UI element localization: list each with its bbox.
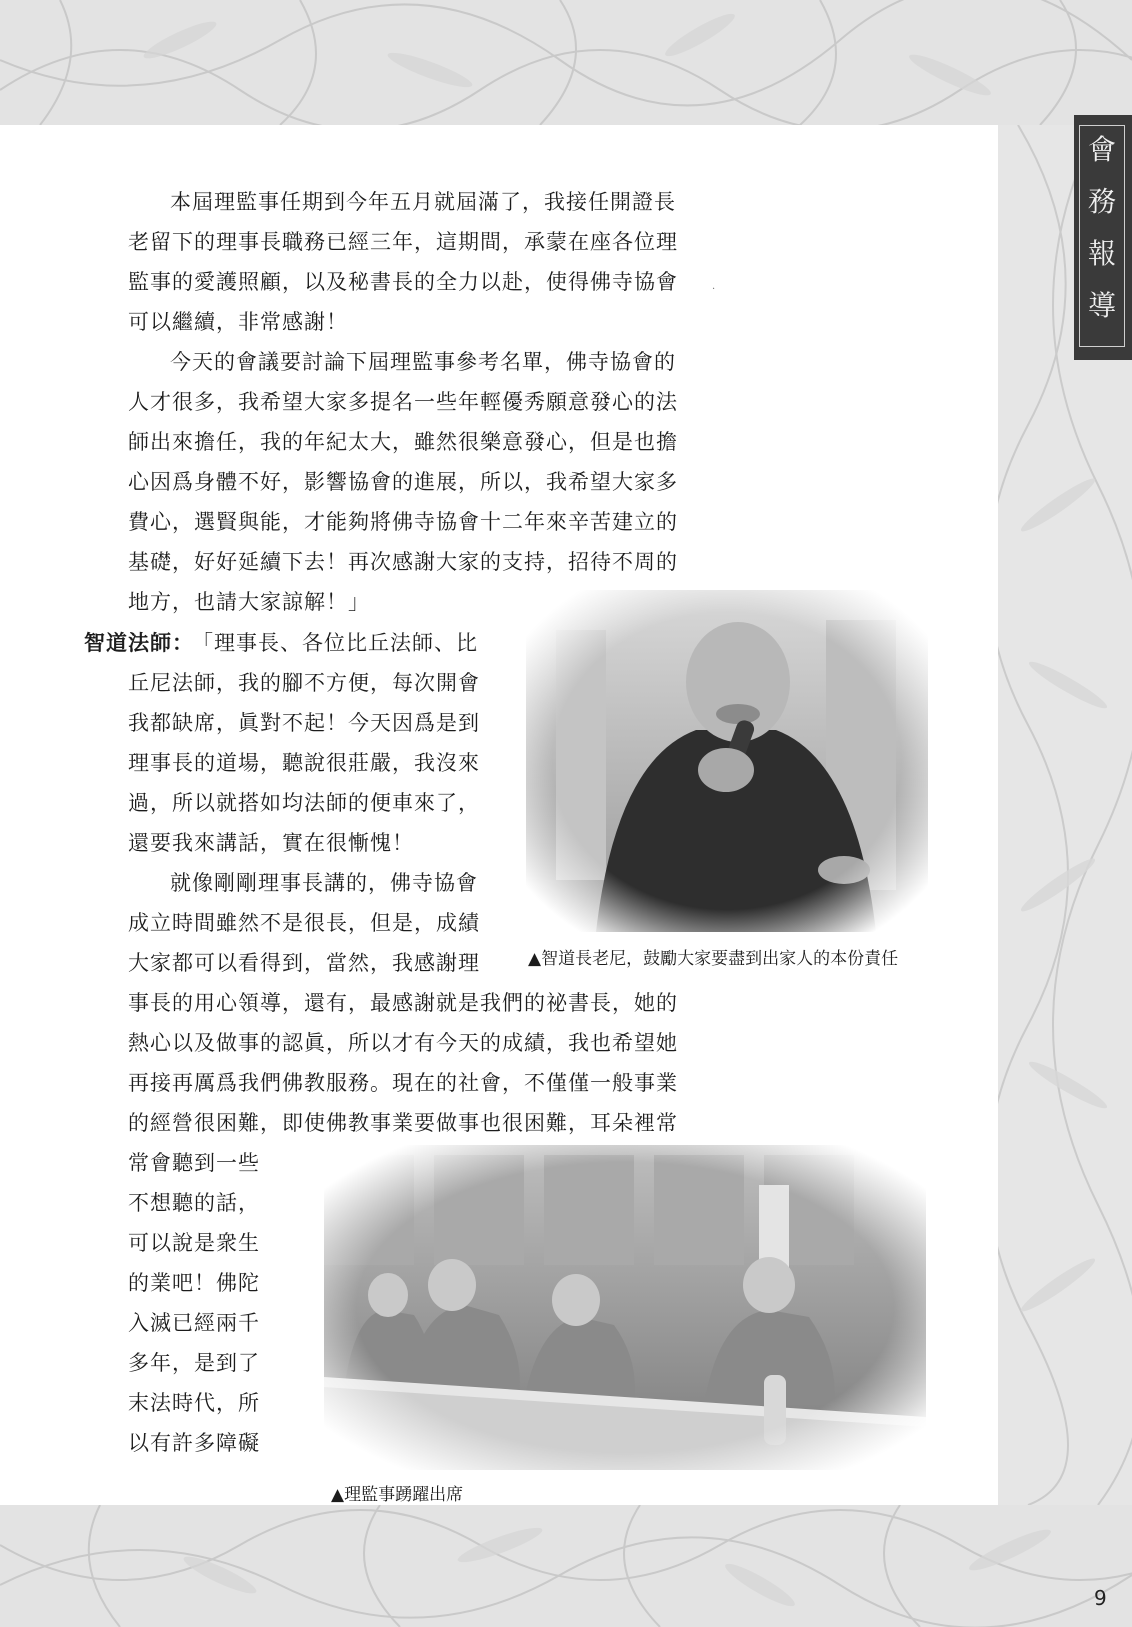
text-line: 入滅已經兩千 bbox=[128, 1311, 260, 1335]
page-number: 9 bbox=[1094, 1586, 1107, 1610]
section-tab-char: 報 bbox=[1087, 237, 1116, 270]
text-line: 多年，是到了 bbox=[128, 1351, 260, 1375]
text-line: 本屆理監事任期到今年五月就屆滿了，我接任開證長 bbox=[170, 190, 676, 214]
text-line: 不想聽的話， bbox=[128, 1191, 260, 1215]
text-line: 的業吧！佛陀 bbox=[128, 1271, 260, 1295]
text-line: 可以說是衆生 bbox=[128, 1231, 260, 1255]
text-line: 的經營很困難，即使佛教事業要做事也很困難，耳朵裡常 bbox=[128, 1111, 678, 1135]
text-line: 以有許多障礙 bbox=[128, 1431, 260, 1455]
text-line: 理事長的道場，聽說很莊嚴，我沒來 bbox=[128, 751, 480, 775]
text-line: 事長的用心領導，還有，最感謝就是我們的祕書長，她的 bbox=[128, 991, 678, 1015]
text-line: 過，所以就搭如均法師的便車來了， bbox=[128, 791, 480, 815]
text-line: 老留下的理事長職務已經三年，這期間，承蒙在座各位理 bbox=[128, 230, 678, 254]
text-line: 心因爲身體不好，影響協會的進展，所以，我希望大家多 bbox=[128, 470, 678, 494]
decorative-border-bottom bbox=[0, 1505, 1132, 1627]
text-line: 就像剛剛理事長講的，佛寺協會 bbox=[170, 871, 478, 895]
text-line: 基礎，好好延續下去！再次感謝大家的支持，招待不周的 bbox=[128, 550, 678, 574]
photo-caption: ▲理監事踴躍出席 bbox=[331, 1485, 464, 1505]
speaker-name: 智道法師： bbox=[84, 631, 194, 655]
text-line: 可以繼續，非常感謝！ bbox=[128, 310, 348, 334]
text-line: 監事的愛護照顧，以及秘書長的全力以赴，使得佛寺協會 bbox=[128, 270, 678, 294]
text-line: 丘尼法師，我的腳不方便，每次開會 bbox=[128, 671, 480, 695]
section-tab-char: 導 bbox=[1087, 289, 1116, 322]
section-tab-char: 務 bbox=[1087, 185, 1116, 218]
text-line: 人才很多，我希望大家多提名一些年輕優秀願意發心的法 bbox=[128, 390, 678, 414]
photo-caption: ▲智道長老尼，鼓勵大家要盡到出家人的本份責任 bbox=[528, 949, 899, 969]
text-line: 「理事長、各位比丘法師、比 bbox=[192, 631, 478, 655]
section-tab-char: 會 bbox=[1087, 133, 1116, 166]
text-line: 常會聽到一些 bbox=[128, 1151, 260, 1175]
text-line: 我都缺席，眞對不起！今天因爲是到 bbox=[128, 711, 480, 735]
scan-mark: · bbox=[712, 284, 716, 295]
decorative-border-top bbox=[0, 0, 1132, 125]
text-line: 成立時間雖然不是很長，但是，成績 bbox=[128, 911, 480, 935]
text-line: 末法時代，所 bbox=[128, 1391, 260, 1415]
text-line: 還要我來講話，實在很慚愧！ bbox=[128, 831, 414, 855]
text-line: 熱心以及做事的認眞，所以才有今天的成績，我也希望她 bbox=[128, 1031, 678, 1055]
text-line: 再接再厲爲我們佛教服務。現在的社會，不僅僅一般事業 bbox=[128, 1071, 678, 1095]
text-line: 費心，選賢與能，才能夠將佛寺協會十二年來辛苦建立的 bbox=[128, 510, 678, 534]
photo-board-members-meeting bbox=[324, 1145, 926, 1470]
text-line: 師出來擔任，我的年紀太大，雖然很樂意發心，但是也擔 bbox=[128, 430, 678, 454]
photo-elder-nun-speaking bbox=[526, 590, 928, 932]
text-line: 地方，也請大家諒解！」 bbox=[128, 590, 370, 614]
text-line: 今天的會議要討論下屆理監事參考名單，佛寺協會的 bbox=[170, 350, 676, 374]
text-line: 大家都可以看得到，當然，我感謝理 bbox=[128, 951, 480, 975]
section-tab bbox=[1074, 115, 1132, 360]
